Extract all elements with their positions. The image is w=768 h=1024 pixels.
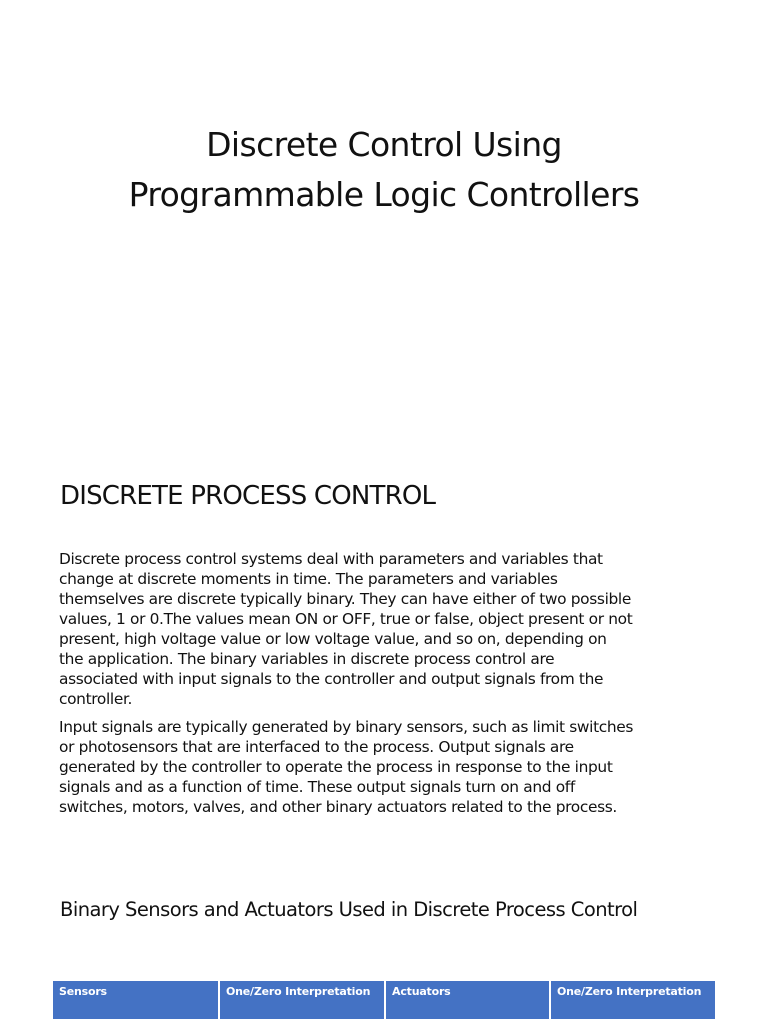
text-line: associated with input signals to the controller and output signals from the bbox=[59, 670, 604, 688]
header-sensors: Sensors bbox=[53, 981, 219, 1019]
header-sensor-interpretation: One/Zero Interpretation bbox=[219, 981, 385, 1019]
text-line: values, 1 or 0.The values mean ON or OFF, true or false, object present or not bbox=[59, 610, 633, 628]
text-line: or photosensors that are interfaced to the process. Output signals are bbox=[59, 738, 574, 756]
text-line: switches, motors, valves, and other binary actuators related to the process. bbox=[59, 798, 617, 816]
paragraph-discrete-systems bbox=[59, 549, 719, 709]
text-line: Input signals are typically generated by binary sensors, such as limit switches bbox=[59, 718, 634, 736]
text-line: signals and as a function of time. These output signals turn on and off bbox=[59, 778, 575, 796]
text-line: Discrete process control systems deal with parameters and variables that bbox=[59, 550, 603, 568]
paragraph-input-output-signals bbox=[59, 717, 719, 817]
header-actuator-interpretation: One/Zero Interpretation bbox=[550, 981, 715, 1019]
slide-title-line-1: Discrete Control Using bbox=[206, 125, 562, 164]
slide-title-line-2: Programmable Logic Controllers bbox=[128, 175, 640, 214]
slide-title bbox=[0, 120, 768, 220]
table-heading: Binary Sensors and Actuators Used in Discrete Process Control bbox=[60, 898, 638, 921]
text-line: controller. bbox=[59, 690, 133, 708]
sensors-actuators-table bbox=[53, 981, 715, 1019]
header-actuators: Actuators bbox=[385, 981, 550, 1019]
text-line: change at discrete moments in time. The parameters and variables bbox=[59, 570, 558, 588]
text-line: the application. The binary variables in discrete process control are bbox=[59, 650, 555, 668]
text-line: generated by the controller to operate the process in response to the input bbox=[59, 758, 613, 776]
text-line: themselves are discrete typically binary. They can have either of two possible bbox=[59, 590, 631, 608]
table-header-row bbox=[53, 981, 715, 1019]
section-heading: DISCRETE PROCESS CONTROL bbox=[60, 481, 436, 511]
text-line: present, high voltage value or low voltage value, and so on, depending on bbox=[59, 630, 607, 648]
